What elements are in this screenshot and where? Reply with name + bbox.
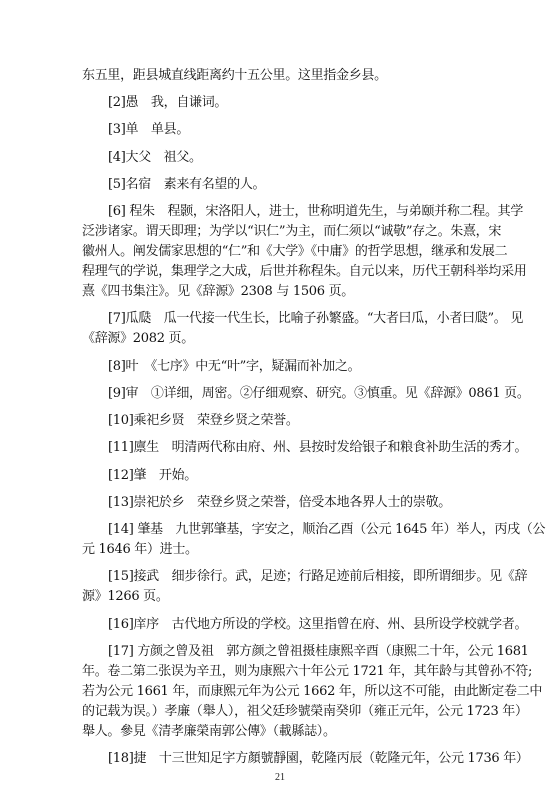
note-13: [13]崇祀於乡 荣登乡贤之荣誉，倍受本地各界人士的崇敬。 bbox=[108, 495, 451, 510]
text-line: 徽州人。阐发儒家思想的“仁”和《大学》《中庸》的哲学思想，继承和发展二 bbox=[82, 244, 508, 259]
note-7: [7]瓜瓞 瓜一代接一代生长，比喻子孙繁盛。“大者曰瓜，小者曰瓞”。 见 bbox=[108, 311, 524, 326]
text-line: 年。卷二第二张误为辛丑，则为康熙六十年公元 1721 年，其年龄与其曾孙不符; bbox=[82, 664, 533, 679]
note-5: [5]名宿 素来有名望的人。 bbox=[108, 177, 266, 192]
text-line: 若为公元 1661 年，而康熙元年为公元 1662 年，所以这不可能，由此断定卷二中 bbox=[82, 684, 543, 699]
text-line: 的记载为误。）孝廉（舉人），祖父廷珍號榮南癸卯（雍正元年，公元 1723 年） bbox=[82, 704, 528, 719]
note-6: [6] 程朱 程颢，宋洛阳人，进士，世称明道先生，与弟颐并称二程。其学 bbox=[108, 204, 524, 219]
note-10: [10]乘祀乡贤 荣登乡贤之荣誉。 bbox=[108, 413, 299, 428]
note-18: [18]捷 十三世知足字方顏號靜園，乾隆丙辰（乾隆元年，公元 1736 年） bbox=[108, 751, 529, 766]
text-line: 熹《四书集注》。见《辞源》2308 与 1506 页。 bbox=[82, 284, 354, 299]
text-line: 舉人。參見《清孝廉榮南郭公傳》（載縣誌）。 bbox=[82, 724, 336, 739]
note-9: [9]审 ①详细，周密。②仔细观察、研究。③慎重。见《辞源》0861 页。 bbox=[108, 386, 530, 401]
text-line: 源》1266 页。 bbox=[82, 589, 169, 604]
text-line: 《辞源》2082 页。 bbox=[82, 331, 194, 346]
note-11: [11]廪生 明清两代称由府、州、县按时发给银子和粮食补助生活的秀才。 bbox=[108, 440, 528, 455]
page-number: 21 bbox=[275, 772, 285, 783]
note-14: [14] 肇基 九世郭肇基，字安之，顺治乙酉（公元 1645 年）举人，丙戌（公 bbox=[108, 522, 546, 537]
text-line: 程理气的学说，集理学之大成，后世并称程朱。自元以来，历代王朝科举均采用 bbox=[82, 264, 527, 279]
text-line: 东五里，距县城直线距离约十五公里。这里指金乡县。 bbox=[82, 68, 387, 83]
text-line: 元 1646 年）进士。 bbox=[82, 542, 198, 557]
text-line: 泛涉诸家。谓天即理；为学以“识仁”为主，而仁须以“诚敬”存之。朱熹，宋 bbox=[82, 224, 502, 239]
note-16: [16]庠序 古代地方所设的学校。这里指曾在府、州、县所设学校就学者。 bbox=[108, 617, 528, 632]
note-17: [17] 方颜之曾及祖 郭方颜之曾祖摄桂康熙辛酉（康熙二十年，公元 1681 bbox=[108, 644, 529, 659]
note-8: [8]叶 《七序》中无“叶”字，疑漏而补加之。 bbox=[108, 359, 361, 374]
note-3: [3]单 单县。 bbox=[108, 122, 190, 137]
note-15: [15]接武 细步徐行。武，足迹；行路足迹前后相接，即所谓细步。见《辞 bbox=[108, 569, 528, 584]
note-2: [2]愚 我，自谦词。 bbox=[108, 95, 228, 110]
note-12: [12]肇 开始。 bbox=[108, 468, 197, 483]
note-4: [4]大父 祖父。 bbox=[108, 150, 202, 165]
